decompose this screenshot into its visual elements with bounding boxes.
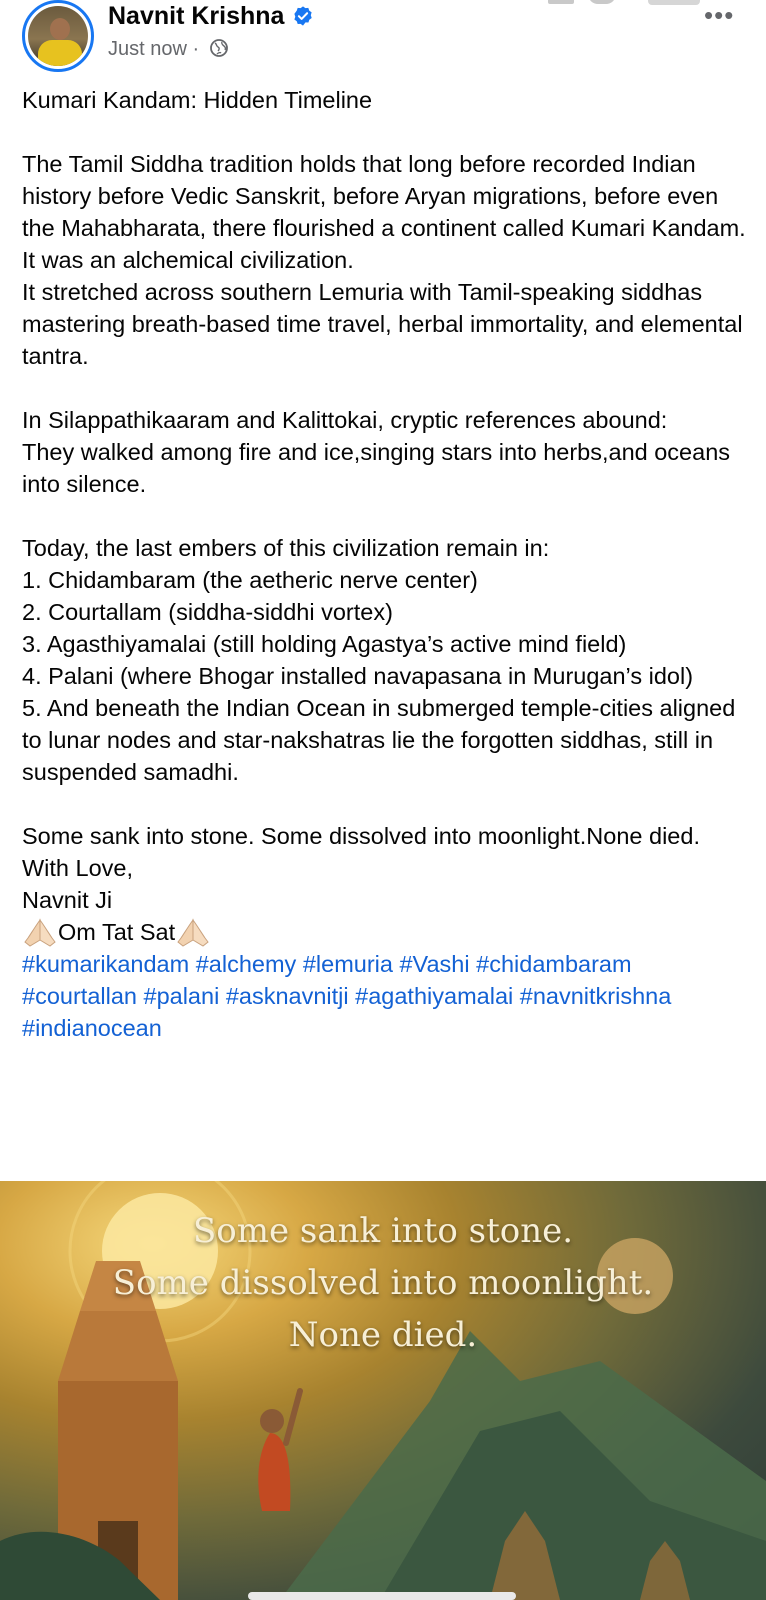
list-item: 3. Agasthiyamalai (still holding Agastya’s active mind field) xyxy=(22,631,627,657)
list-item: 4. Palani (where Bhogar installed navapasana in Murugan’s idol) xyxy=(22,663,694,689)
image-caption-line: Some sank into stone. xyxy=(192,1211,574,1251)
post-paragraph: They walked among fire and ice,singing stars into herbs,and oceans into silence. xyxy=(22,439,731,497)
post-header xyxy=(0,0,766,78)
post-paragraph: Some sank into stone. Some dissolved into moonlight.None died. xyxy=(22,823,700,849)
signoff-mantra xyxy=(22,916,748,948)
hashtag-link[interactable]: #palani xyxy=(143,983,220,1009)
hashtag-link[interactable]: #lemuria xyxy=(302,951,393,977)
hashtag-link[interactable]: #kumarikandam xyxy=(22,951,190,977)
more-options-icon[interactable]: ••• xyxy=(704,0,735,30)
globe-icon[interactable] xyxy=(209,38,229,58)
signoff-line: Navnit Ji xyxy=(22,887,113,913)
mantra-text: Om Tat Sat xyxy=(58,919,176,945)
list-item: 5. And beneath the Indian Ocean in submerged temple-cities aligned to lunar nodes and star-nakshatras lie the forgotten siddhas, still in suspended samadhi. xyxy=(22,695,736,785)
list-item: 1. Chidambaram (the aetheric nerve center) xyxy=(22,567,478,593)
hashtag-link[interactable]: #agathiyamalai xyxy=(355,983,514,1009)
author-name-link[interactable] xyxy=(108,2,314,31)
author-name[interactable]: Navnit Krishna xyxy=(108,2,285,30)
post-paragraph: It stretched across southern Lemuria with Tamil-speaking siddhas mastering breath-based time travel, herbal immortality, and elemental tantra. xyxy=(22,279,743,369)
hashtag-link[interactable]: #indianocean xyxy=(22,1015,162,1041)
image-caption-line: Some dissolved into moonlight. xyxy=(112,1263,654,1303)
home-indicator[interactable] xyxy=(248,1592,516,1600)
hashtag-link[interactable]: #alchemy xyxy=(195,951,297,977)
hashtag-link[interactable]: #asknavnitji xyxy=(225,983,349,1009)
post-paragraph: The Tamil Siddha tradition holds that long before recorded Indian history before Vedic Sanskrit, before Aryan migrations, before even the Mahabharata, there flourished a continent called Kumari Kandam. xyxy=(22,151,746,241)
avatar[interactable] xyxy=(22,0,94,72)
folded-hands-icon xyxy=(175,918,211,948)
post-meta xyxy=(108,38,229,61)
hashtag-link[interactable]: #Vashi xyxy=(399,951,470,977)
hashtag-link[interactable]: #navnitkrishna xyxy=(519,983,672,1009)
post-paragraph: In Silappathikaaram and Kalittokai, cryptic references abound: xyxy=(22,407,668,433)
image-caption-line: None died. xyxy=(288,1315,478,1355)
post-body xyxy=(22,84,748,1044)
hashtag-list xyxy=(22,948,748,1044)
list-item: 2. Courtallam (siddha-siddhi vortex) xyxy=(22,599,393,625)
post-paragraph: It was an alchemical civilization. xyxy=(22,247,354,273)
meta-separator: · xyxy=(192,38,200,60)
post-image[interactable] xyxy=(0,1181,766,1600)
hashtag-link[interactable]: #chidambaram xyxy=(476,951,632,977)
post-timestamp[interactable]: Just now xyxy=(108,38,187,60)
avatar-photo xyxy=(28,6,88,66)
signoff-line: With Love, xyxy=(22,855,134,881)
verified-badge-icon xyxy=(292,5,314,27)
post-title: Kumari Kandam: Hidden Timeline xyxy=(22,87,373,113)
hashtag-link[interactable]: #courtallan xyxy=(22,983,137,1009)
folded-hands-icon xyxy=(22,918,58,948)
post-paragraph: Today, the last embers of this civilization remain in: xyxy=(22,535,550,561)
